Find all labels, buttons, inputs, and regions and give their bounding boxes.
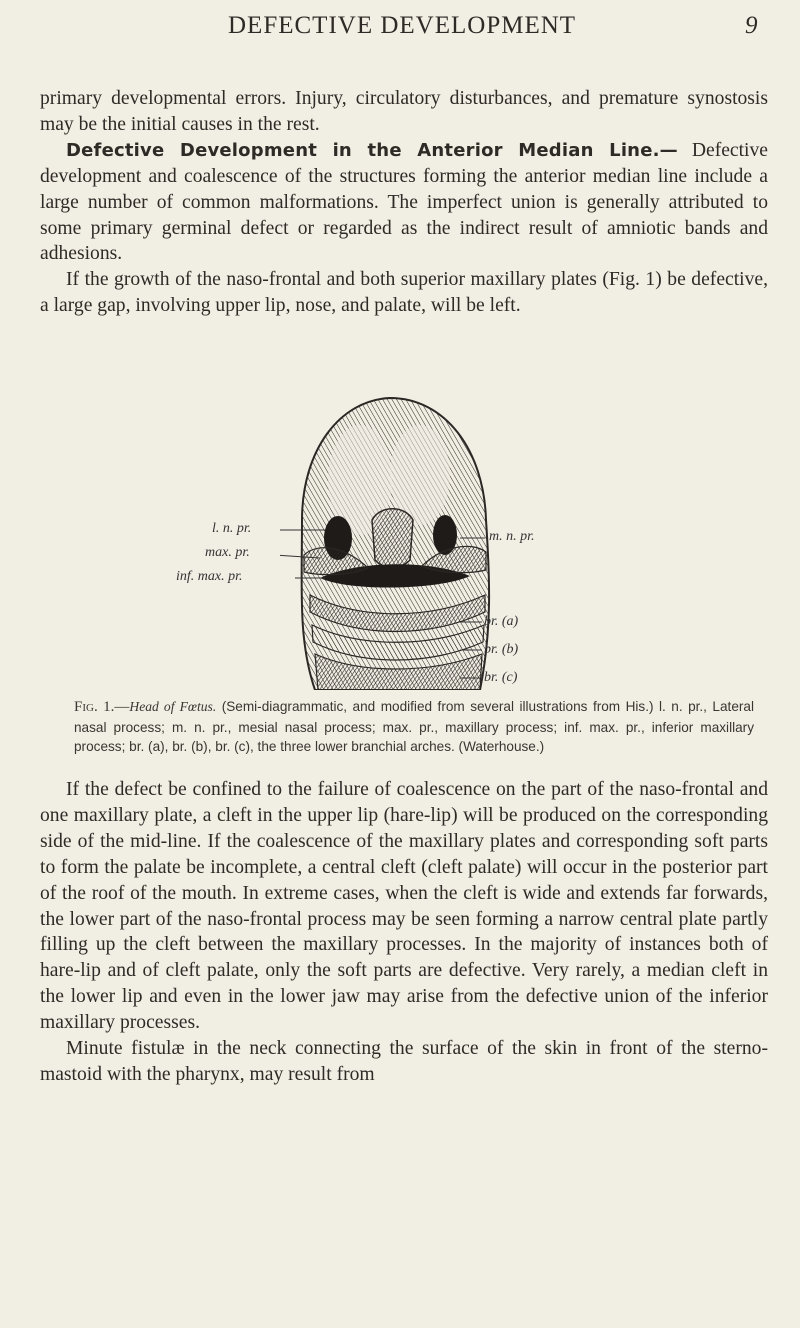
caption-prefix: Fig. 1.— bbox=[74, 699, 130, 715]
body-text-top bbox=[40, 86, 768, 319]
label-lateral-nasal: l. n. pr. bbox=[212, 521, 252, 536]
figure-caption bbox=[74, 697, 754, 757]
label-inferior-maxillary: inf. max. pr. bbox=[176, 569, 243, 584]
page-number: 9 bbox=[745, 12, 759, 39]
label-maxillary: max. pr. bbox=[205, 545, 250, 560]
caption-body: (Semi-diagrammatic, and modified from several illustrations from His.) l. n. pr., Lateral nasal process; m. n. pr., mesial nasal process; max. pr., maxillary process; inf. max. pr., inferior maxillary process; br. (a), br. (b), br. (c), the three lower branchial arches. (Waterhouse.) bbox=[74, 699, 754, 754]
body-text-bottom bbox=[40, 777, 768, 1088]
paragraph-fistulae: Minute fistulæ in the neck connecting the surface of the skin in front of the sterno-mastoid with the pharynx, may result from bbox=[40, 1038, 768, 1085]
running-header bbox=[0, 10, 800, 50]
header-title: DEFECTIVE DEVELOPMENT bbox=[228, 12, 577, 39]
label-branchial-c: br. (c) bbox=[484, 670, 518, 685]
label-branchial-b: br. (b) bbox=[484, 642, 519, 657]
paragraph-hare-lip: If the defect be confined to the failure of coalescence on the part of the naso-frontal and one maxillary plate, a cleft in the upper lip (hare-lip) will be produced on the corresponding side of the mid-line. If the coalescence of the maxillary plates and corresponding soft parts to form the palate be incomplete, a central cleft (cleft palate) will occur in the posterior part of the roof of the mouth. In extreme cases, when the cleft is wide and extends far forwards, the lower part of the naso-frontal process may be seen forming a narrow central plate partly filling up the cleft between the maxillary processes. In the majority of instances both of hare-lip and of cleft palate, only the soft parts are defective. Very rarely, a median cleft in the lower lip and even in the lower jaw may arise from the defective union of the inferior maxillary processes. bbox=[40, 779, 768, 1034]
label-branchial-a: br. (a) bbox=[484, 614, 519, 629]
caption-title: Head of Fœtus. bbox=[129, 699, 217, 714]
paragraph-text: Defective development and coalescence of the structures forming the anterior median line include a large number of common malformations. The imperfect union is generally attributed to some primary germinal defect or regarded as the indirect result of amniotic bands and adhesions. bbox=[40, 139, 768, 265]
paragraph-section bbox=[40, 138, 768, 268]
paragraph-fig-ref: If the growth of the naso-frontal and both superior maxillary plates (Fig. 1) be defective, a large gap, involving upper lip, nose, and palate, will be left. bbox=[40, 269, 768, 317]
figure-1 bbox=[0, 390, 800, 760]
paragraph-continued: primary developmental errors. Injury, circulatory disturbances, and premature synostosis may be the initial causes in the rest. bbox=[40, 88, 768, 135]
section-heading: Defective Development in the Anterior Median Line.— bbox=[66, 139, 678, 161]
label-mesial-nasal: m. n. pr. bbox=[489, 529, 535, 544]
